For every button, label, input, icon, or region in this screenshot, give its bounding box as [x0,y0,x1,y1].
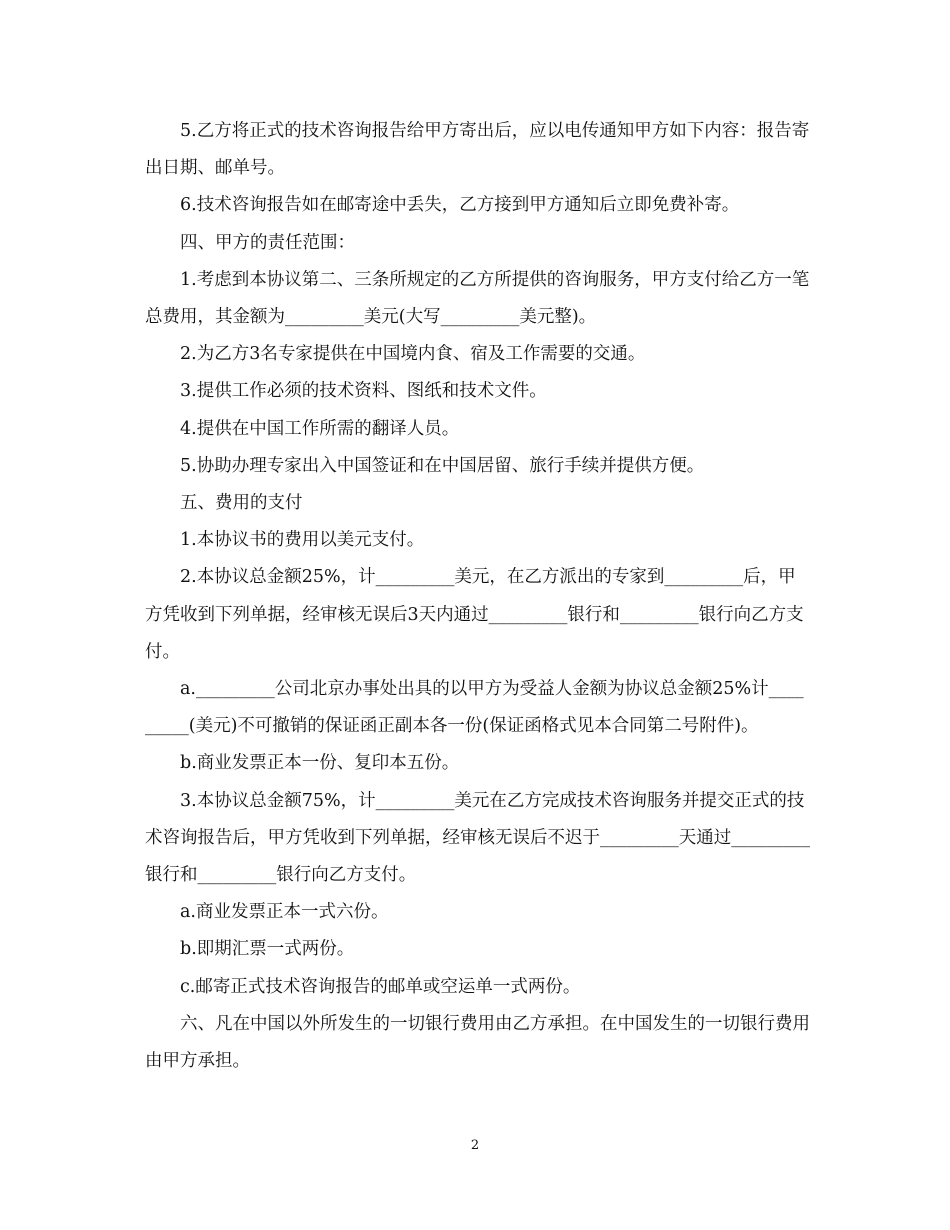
paragraph-payment-item-3-second-installment: 3.本协议总金额75%，计_________美元在乙方完成技术咨询服务并提交正式的技术咨询报告后，甲方凭收到下列单据，经审核无误后不迟于_________天通过_________银行和_________银行向乙方支付。 [145,790,810,886]
paragraph-payment-sub-b-invoice: b.商业发票正本一份、复印本五份。 [180,753,460,774]
page-number: 2 [470,1138,480,1153]
paragraph-a-item-2-transport: 2.为乙方3名专家提供在中国境内食、宿及工作需要的交通。 [180,344,646,365]
paragraph-payment-item-1-currency: 1.本协议书的费用以美元支付。 [180,530,425,551]
paragraph-a-item-4-translators: 4.提供在中国工作所需的翻译人员。 [180,418,460,439]
section-heading-party-a-responsibility: 四、甲方的责任范围： [180,232,355,253]
paragraph-payment-item-2-first-installment: 2.本协议总金额25%，计_________美元，在乙方派出的专家到_________后，甲方凭收到下列单据，经审核无误后3天内通过_________银行和_________银行向乙方支付。 [145,567,804,662]
paragraph-a-item-3-technical-docs: 3.提供工作必须的技术资料、图纸和技术文件。 [180,381,547,402]
paragraph-payment-sub-a-commercial-invoice: a.商业发票正本一式六份。 [180,902,389,923]
paragraph-payment-sub-c-airway-bill: c.邮寄正式技术咨询报告的邮单或空运单一式两份。 [180,976,581,997]
section-heading-payment: 五、费用的支付 [180,493,303,514]
document-body [145,113,810,1080]
paragraph-a-item-1-total-fee: 1.考虑到本协议第二、三条所规定的乙方所提供的咨询服务，甲方支付给乙方一笔总费用，其金额为_________美元(大写_________美元整)。 [145,269,810,328]
paragraph-payment-sub-a-guarantee: a._________公司北京办事处出具的以甲方为受益人金额为协议总金额25%计_________(美元)不可撤销的保证函正副本各一份(保证函格式见本合同第二号附件)。 [145,679,804,737]
paragraph-payment-sub-b-sight-draft: b.即期汇票一式两份。 [180,939,355,960]
section-heading-bank-fees: 六、凡在中国以外所发生的一切银行费用由乙方承担。在中国发生的一切银行费用由甲方承担。 [145,1013,810,1072]
paragraph-item-5-report-notice: 5.乙方将正式的技术咨询报告给甲方寄出后，应以电传通知甲方如下内容：报告寄出日期、邮单号。 [145,121,810,179]
paragraph-a-item-5-visa: 5.协助办理专家出入中国签证和在中国居留、旅行手续并提供方便。 [180,455,705,476]
paragraph-item-6-lost-report: 6.技术咨询报告如在邮寄途中丢失，乙方接到甲方通知后立即免费补寄。 [180,195,740,216]
